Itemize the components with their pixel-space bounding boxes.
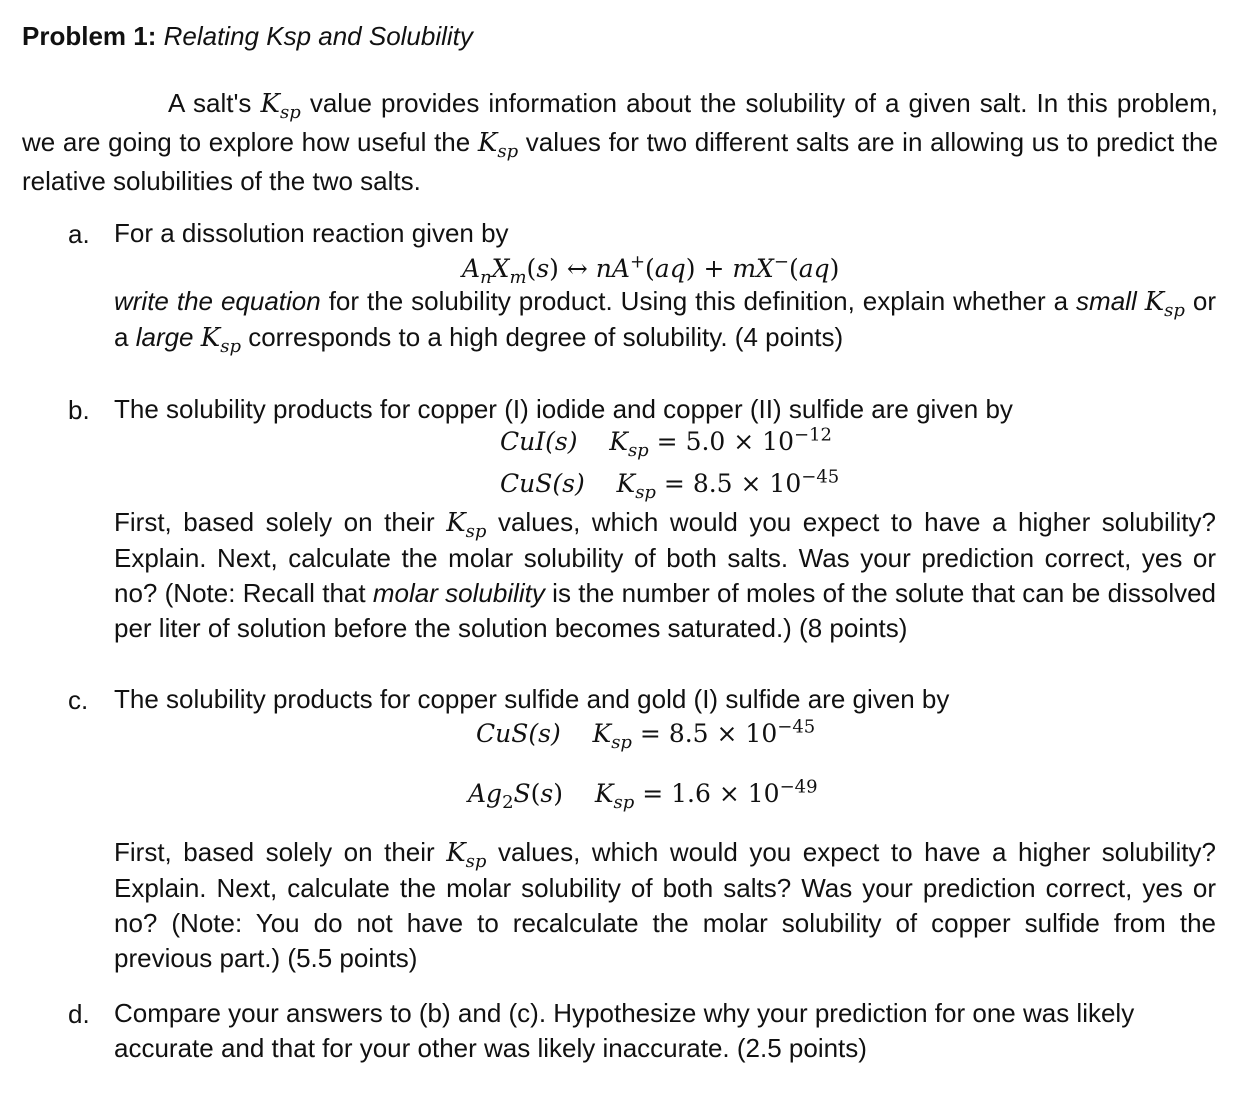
problem-heading: Relating Ksp and Solubility [163, 21, 473, 51]
ag2s-ksp-equation: $Ag_2S(s)$ $K_{sp} = 1.6 \times 10^{-49}$ [468, 776, 818, 813]
part-c-question: First, based solely on their $K_{sp}$ values, which would you expect to have a higher solubility? Explain. Next, calculate the molar solubility of both salts? Was your prediction correct, yes or no? (Note: You do not have to recalculate the molar solubility of copper sulfide from the previous part.) (5.5 points) [114, 837, 1216, 973]
problem-label: Problem 1: [22, 21, 157, 51]
problem-title [22, 18, 473, 54]
ksp-symbol: $K_{sp}$ [260, 89, 301, 124]
ksp-symbol: $K_{sp}$ [1144, 287, 1185, 322]
cui-ksp-equation: CuI(s) $K_{sp} = 5.0 \times 10^{-12}$ [500, 424, 832, 461]
part-d-question: Compare your answers to (b) and (c). Hypothesize why your prediction for one was likely accurate and that for your other was likely inaccurate. (2.5 points) [114, 998, 1135, 1063]
cus-ksp-equation-c: CuS(s) $K_{sp} = 8.5 \times 10^{-45}$ [476, 716, 816, 753]
ksp-symbol: $K_{sp}$ [446, 838, 487, 873]
part-b-question: First, based solely on their $K_{sp}$ values, which would you expect to have a higher solubility? Explain. Next, calculate the molar solubility of both salts. Was your prediction correct, yes or no? (Note: Recall that molar solubility is the number of moles of the solute that can be dissolved per liter of solution before the solution becomes saturated.) (8 points) [114, 507, 1217, 643]
part-d-marker: d. [68, 999, 90, 1029]
intro-paragraph: A salt's $K_{sp}$ value provides information about the solubility of a given salt. In this problem, we are going to explore how useful the $K_{sp}$ values for two different salts are in allowing us to predict the relative solubilities of the two salts. [22, 88, 1219, 196]
part-c-marker: c. [68, 685, 89, 715]
part-b-lead: The solubility products for copper (I) iodide and copper (II) sulfide are given by [114, 394, 1013, 424]
ksp-symbol: $K_{sp}$ [477, 128, 519, 163]
cus-ksp-equation: CuS(s) $K_{sp} = 8.5 \times 10^{-45}$ [500, 466, 840, 503]
part-b-marker: b. [68, 395, 90, 425]
part-a-lead: For a dissolution reaction given by [114, 218, 509, 248]
part-c-lead: The solubility products for copper sulfide and gold (I) sulfide are given by [114, 684, 950, 714]
dissolution-equation: $A_nX_m(s)$ ↔ nA+(aq) + mX−(aq) [462, 251, 840, 288]
part-a-marker: a. [68, 219, 90, 249]
ksp-symbol: $K_{sp}$ [200, 323, 241, 358]
part-a-question: write the equation for the solubility product. Using this definition, explain whether a small $K_{sp}$ or a large $K_{sp}$ corresponds to a high degree of solubility. (4 points) [114, 286, 1216, 358]
ksp-symbol: $K_{sp}$ [446, 508, 487, 543]
